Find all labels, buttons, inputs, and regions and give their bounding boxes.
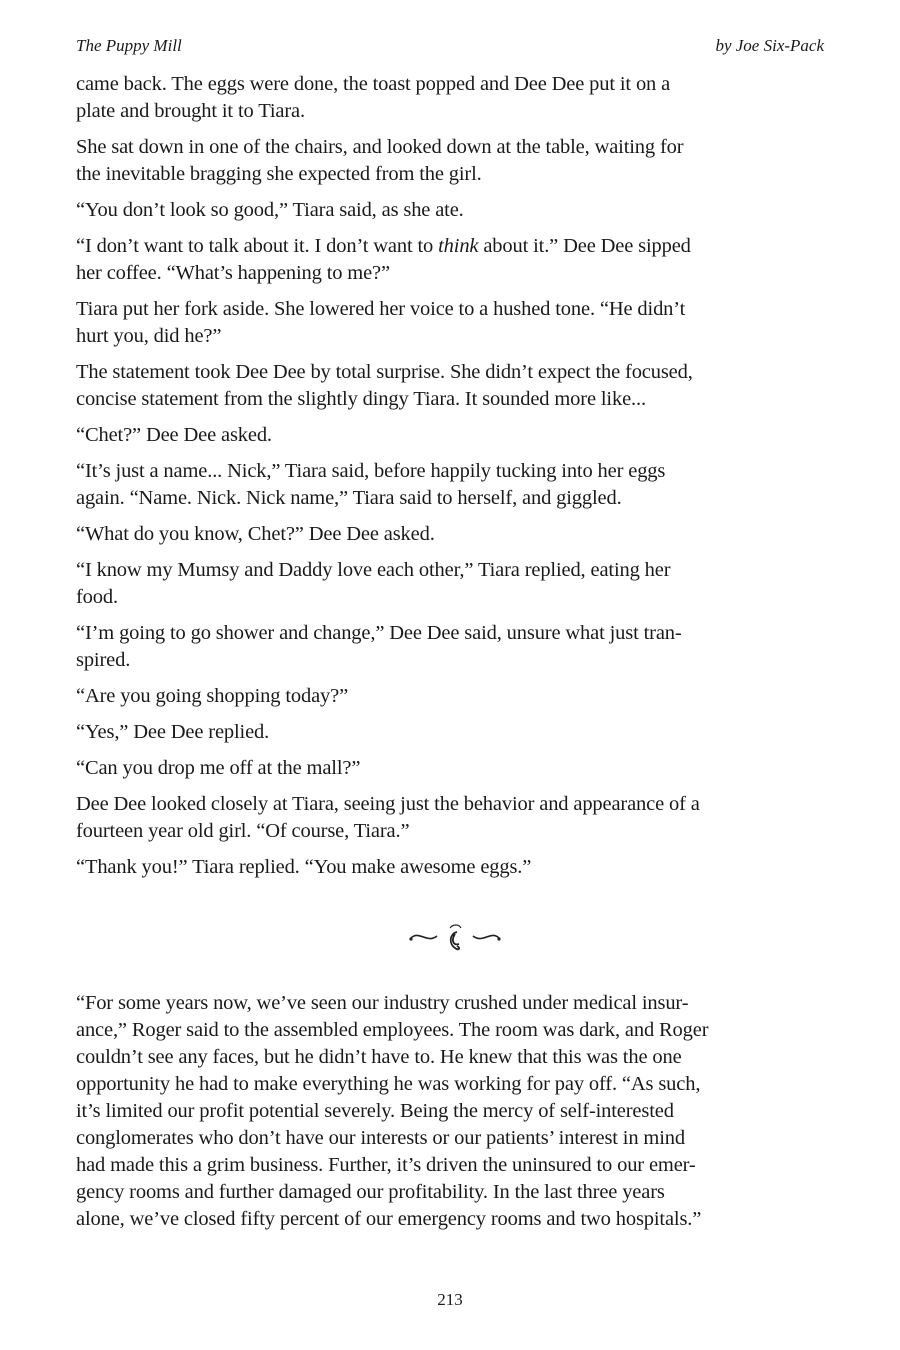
paragraph	[76, 458, 836, 512]
text-segment: “Thank you!” Tiara replied. “You make awesome eggs.”	[76, 856, 532, 878]
paragraph	[76, 521, 836, 548]
text-segment: Tiara put her fork aside. She lowered her voice to a hushed tone. “He didn’t	[76, 298, 686, 320]
text-segment: fourteen year old girl. “Of course, Tiara.”	[76, 820, 410, 842]
text-segment: “Chet?” Dee Dee asked.	[76, 424, 272, 446]
paragraph	[76, 557, 836, 611]
text-line	[76, 719, 836, 746]
paragraph	[76, 990, 836, 1233]
paragraph	[76, 233, 836, 287]
paragraph	[76, 755, 836, 782]
text-line	[76, 683, 836, 710]
text-segment: “It’s just a name... Nick,” Tiara said, before happily tucking into her eggs	[76, 460, 666, 482]
text-segment: “Are you going shopping today?”	[76, 685, 349, 707]
text-segment: had made this a grim business. Further, it’s driven the uninsured to our emer-	[76, 1154, 696, 1176]
paragraph	[76, 791, 836, 845]
text-segment: “I know my Mumsy and Daddy love each other,” Tiara replied, eating her	[76, 559, 671, 581]
text-segment: again. “Name. Nick. Nick name,” Tiara said to herself, and giggled.	[76, 487, 622, 509]
text-line	[76, 990, 836, 1017]
paragraph	[76, 296, 836, 350]
text-line	[76, 485, 836, 512]
text-segment: concise statement from the slightly dingy Tiara. It sounded more like...	[76, 388, 646, 410]
paragraph	[76, 620, 836, 674]
paragraph	[76, 683, 836, 710]
text-segment: about it.” Dee Dee sipped	[478, 235, 691, 257]
text-line	[76, 557, 836, 584]
text-segment: “I don’t want to talk about it. I don’t want to	[76, 235, 439, 257]
text-segment: “Yes,” Dee Dee replied.	[76, 721, 270, 743]
text-segment: plate and brought it to Tiara.	[76, 100, 305, 122]
text-line	[76, 260, 836, 287]
text-line	[76, 197, 836, 224]
paragraph	[76, 71, 836, 125]
text-line	[76, 647, 836, 674]
running-header-author: by Joe Six-Pack	[715, 36, 824, 55]
text-segment: Dee Dee looked closely at Tiara, seeing just the behavior and appearance of a	[76, 793, 700, 815]
text-segment: “For some years now, we’ve seen our industry crushed under medical insur-	[76, 992, 689, 1014]
paragraph	[76, 854, 836, 881]
text-line	[76, 521, 836, 548]
text-segment: spired.	[76, 649, 131, 671]
text-line	[76, 791, 836, 818]
text-segment: the inevitable bragging she expected from the girl.	[76, 163, 482, 185]
text-line	[76, 233, 836, 260]
text-section-2	[76, 990, 836, 1242]
text-segment: “What do you know, Chet?” Dee Dee asked.	[76, 523, 435, 545]
text-segment: came back. The eggs were done, the toast popped and Dee Dee put it on a	[76, 73, 671, 95]
text-line	[76, 422, 836, 449]
text-line	[76, 1098, 836, 1125]
text-segment: “Can you drop me off at the mall?”	[76, 757, 361, 779]
text-line	[76, 458, 836, 485]
text-line	[76, 1206, 836, 1233]
text-line	[76, 359, 836, 386]
text-line	[76, 1044, 836, 1071]
text-line	[76, 1071, 836, 1098]
text-line	[76, 323, 836, 350]
paragraph	[76, 359, 836, 413]
text-segment: “You don’t look so good,” Tiara said, as she ate.	[76, 199, 464, 221]
text-segment: it’s limited our profit potential severely. Being the mercy of self-interested	[76, 1100, 674, 1122]
text-line	[76, 1017, 836, 1044]
text-segment: “I’m going to go shower and change,” Dee Dee said, unsure what just tran-	[76, 622, 682, 644]
text-segment: food.	[76, 586, 118, 608]
text-segment: her coffee. “What’s happening to me?”	[76, 262, 390, 284]
text-line	[76, 134, 836, 161]
paragraph	[76, 197, 836, 224]
text-line	[76, 98, 836, 125]
text-segment: alone, we’ve closed fifty percent of our emergency rooms and two hospitals.”	[76, 1208, 702, 1230]
text-segment: hurt you, did he?”	[76, 325, 222, 347]
text-segment: gency rooms and further damaged our profitability. In the last three years	[76, 1181, 665, 1203]
text-line	[76, 1152, 836, 1179]
text-line	[76, 584, 836, 611]
text-line	[76, 71, 836, 98]
paragraph	[76, 719, 836, 746]
text-section-1	[76, 71, 836, 890]
text-segment: She sat down in one of the chairs, and looked down at the table, waiting for	[76, 136, 684, 158]
text-line	[76, 818, 836, 845]
text-line	[76, 620, 836, 647]
text-segment: The statement took Dee Dee by total surprise. She didn’t expect the focused,	[76, 361, 693, 383]
emphasis-text: think	[438, 235, 479, 257]
text-line	[76, 386, 836, 413]
text-segment: opportunity he had to make everything he was working for pay off. “As such,	[76, 1073, 701, 1095]
text-line	[76, 1179, 836, 1206]
paragraph	[76, 422, 836, 449]
text-segment: couldn’t see any faces, but he didn’t have to. He knew that this was the one	[76, 1046, 682, 1068]
text-segment: ance,” Roger said to the assembled employees. The room was dark, and Roger	[76, 1019, 709, 1041]
running-header-title: The Puppy Mill	[76, 36, 182, 55]
text-line	[76, 854, 836, 881]
paragraph	[76, 134, 836, 188]
text-segment: conglomerates who don’t have our interests or our patients’ interest in mind	[76, 1127, 685, 1149]
page-number: 213	[437, 1290, 463, 1309]
section-break-ornament-icon	[405, 918, 505, 958]
text-line	[76, 161, 836, 188]
text-line	[76, 296, 836, 323]
text-line	[76, 1125, 836, 1152]
text-line	[76, 755, 836, 782]
